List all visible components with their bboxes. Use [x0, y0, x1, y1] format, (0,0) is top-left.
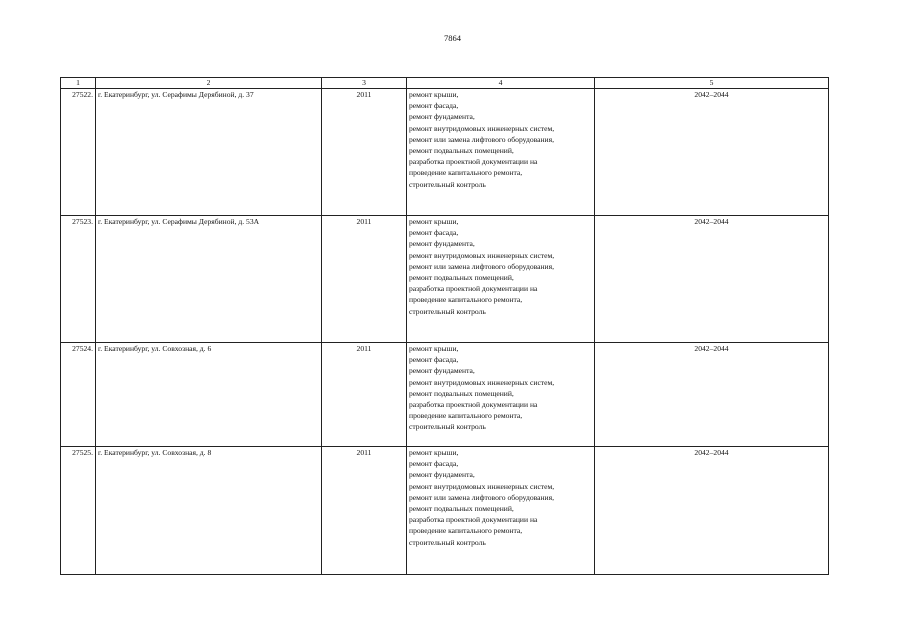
work-item: ремонт фасада,	[409, 355, 459, 365]
work-item: проведение капитального ремонта,	[409, 295, 523, 305]
work-item: ремонт подвальных помещений,	[409, 273, 514, 283]
registry-table	[60, 77, 829, 575]
work-item: ремонт внутридомовых инженерных систем,	[409, 481, 555, 491]
table-row	[61, 343, 829, 447]
work-item: разработка проектной документации на	[409, 515, 538, 525]
work-item: ремонт фундамента,	[409, 112, 475, 122]
year-cell: 2011	[322, 447, 407, 575]
header-row	[61, 78, 829, 89]
work-item: ремонт крыши,	[409, 217, 459, 226]
work-item: ремонт внутридомовых инженерных систем,	[409, 250, 555, 260]
work-item: ремонт или замена лифтового оборудования,	[409, 492, 554, 502]
work-item: ремонт подвальных помещений,	[409, 146, 514, 156]
work-item: ремонт фасада,	[409, 101, 459, 111]
period-cell: 2042–2044	[595, 343, 829, 447]
column-header-2: 2	[96, 78, 322, 89]
period-cell: 2042–2044	[595, 216, 829, 343]
year-cell: 2011	[322, 216, 407, 343]
year-cell: 2011	[322, 343, 407, 447]
work-item: ремонт фасада,	[409, 228, 459, 238]
row-number: 27522.	[61, 89, 96, 216]
row-number: 27523.	[61, 216, 96, 343]
work-item: разработка проектной документации на	[409, 157, 538, 167]
works-cell	[407, 89, 595, 216]
row-number: 27524.	[61, 343, 96, 447]
work-item: ремонт внутридомовых инженерных систем,	[409, 377, 555, 387]
work-item: строительный контроль	[409, 422, 486, 432]
work-item: строительный контроль	[409, 179, 486, 189]
address-cell: г. Екатеринбург, ул. Совхозная, д. 8	[96, 447, 322, 575]
work-item: ремонт или замена лифтового оборудования,	[409, 134, 554, 144]
work-item: ремонт внутридомовых инженерных систем,	[409, 123, 555, 133]
work-item: ремонт подвальных помещений,	[409, 504, 514, 514]
work-item: строительный контроль	[409, 306, 486, 316]
period-cell: 2042–2044	[595, 447, 829, 575]
work-item: ремонт подвальных помещений,	[409, 388, 514, 398]
work-item: строительный контроль	[409, 537, 486, 547]
table-row	[61, 447, 829, 575]
column-header-3: 3	[322, 78, 407, 89]
work-item: проведение капитального ремонта,	[409, 526, 523, 536]
work-item: ремонт фундамента,	[409, 470, 475, 480]
work-item: ремонт или замена лифтового оборудования,	[409, 261, 554, 271]
works-cell	[407, 447, 595, 575]
page-number: 7864	[444, 33, 461, 43]
column-header-1: 1	[61, 78, 96, 89]
column-header-4: 4	[407, 78, 595, 89]
work-item: проведение капитального ремонта,	[409, 411, 523, 421]
table-row	[61, 89, 829, 216]
work-item: ремонт крыши,	[409, 448, 459, 457]
works-cell	[407, 216, 595, 343]
row-number: 27525.	[61, 447, 96, 575]
work-item: разработка проектной документации на	[409, 284, 538, 294]
table-row	[61, 216, 829, 343]
works-cell	[407, 343, 595, 447]
work-item: ремонт фундамента,	[409, 239, 475, 249]
year-cell: 2011	[322, 89, 407, 216]
work-item: ремонт фасада,	[409, 459, 459, 469]
work-item: ремонт крыши,	[409, 344, 459, 353]
address-cell: г. Екатеринбург, ул. Серафимы Дерябиной, д. 37	[96, 89, 322, 216]
work-item: ремонт крыши,	[409, 90, 459, 99]
period-cell: 2042–2044	[595, 89, 829, 216]
address-cell: г. Екатеринбург, ул. Совхозная, д. 6	[96, 343, 322, 447]
column-header-5: 5	[595, 78, 829, 89]
address-cell: г. Екатеринбург, ул. Серафимы Дерябиной, д. 53А	[96, 216, 322, 343]
work-item: ремонт фундамента,	[409, 366, 475, 376]
work-item: проведение капитального ремонта,	[409, 168, 523, 178]
work-item: разработка проектной документации на	[409, 400, 538, 410]
